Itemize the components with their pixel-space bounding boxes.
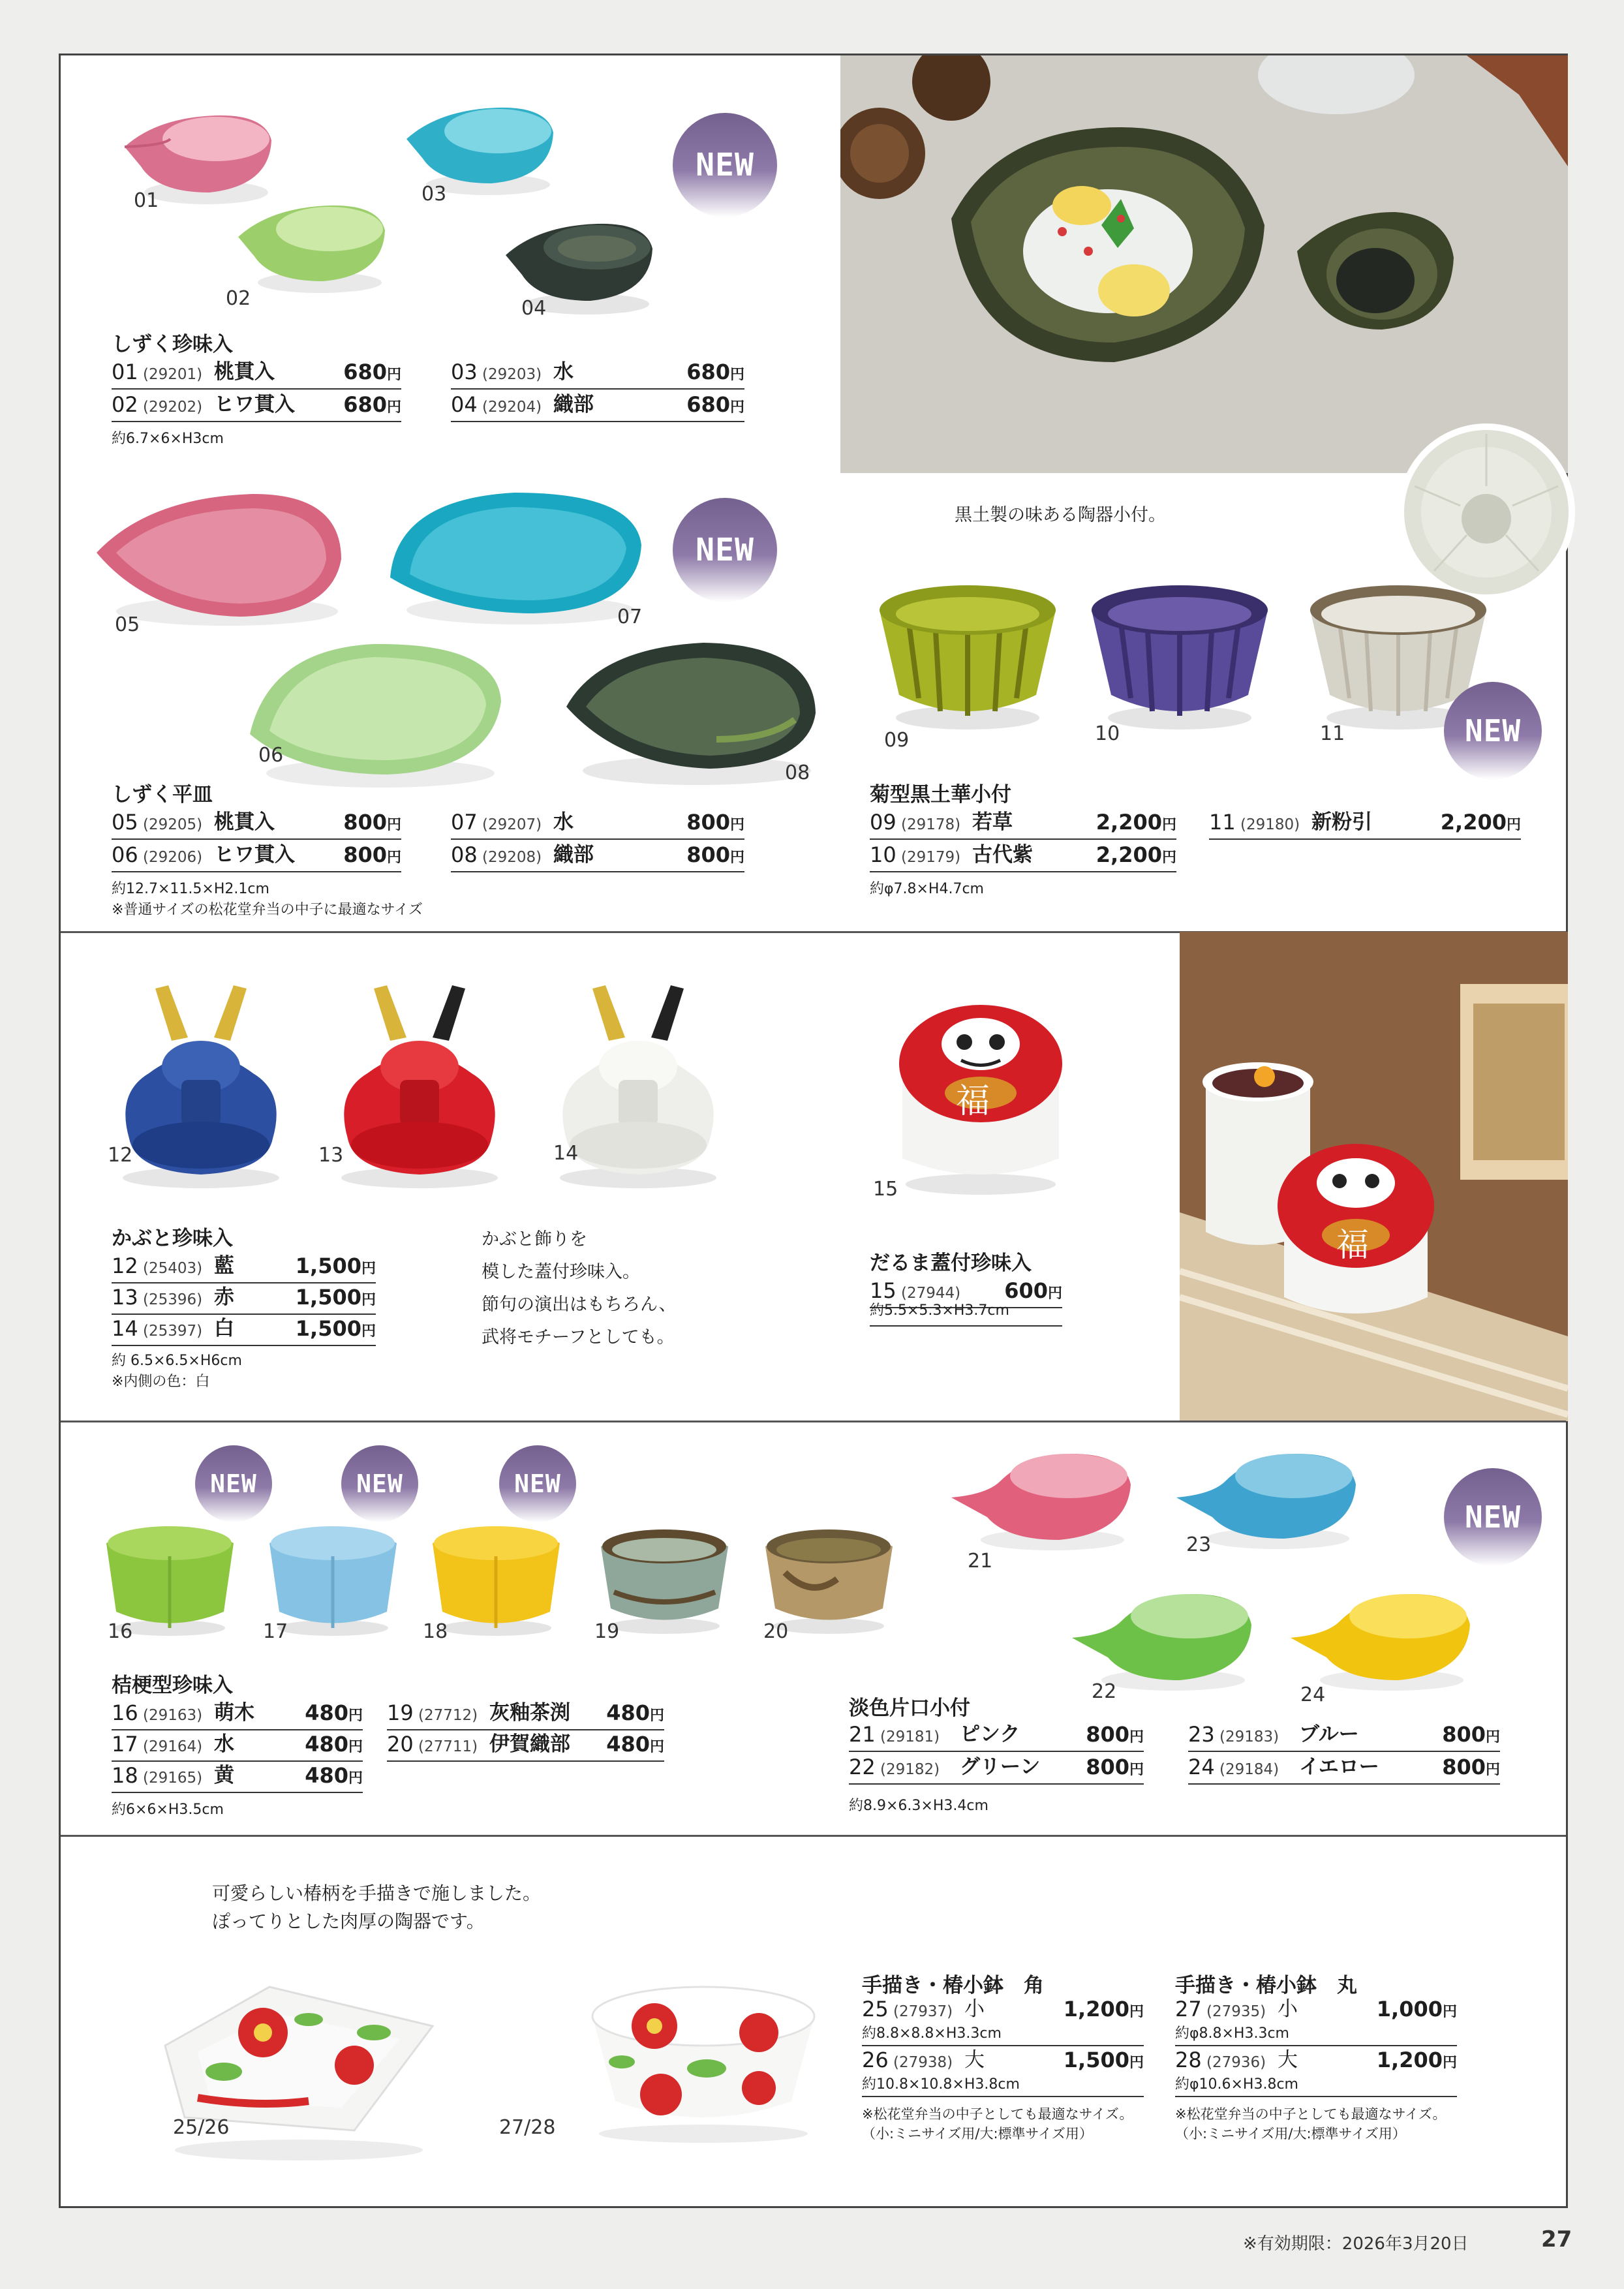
row-price: 800円 [686, 842, 744, 867]
row-code: (27944) [901, 1285, 961, 1302]
size-note-daruma: 約5.5×5.3×H3.7cm [870, 1300, 1062, 1327]
product-title-kikyo: 桔梗型珍味入 [112, 1674, 233, 1697]
row-price: 600円 [1004, 1278, 1062, 1303]
row-code: (27937) [893, 2003, 953, 2020]
item-number-03: 03 [421, 183, 447, 206]
row-price: 1,200円 [1376, 2048, 1457, 2072]
row-number: 26 [862, 2048, 889, 2072]
price-row-19 [387, 1698, 664, 1730]
desc-line: 可愛らしい椿柄を手描きで施しました。 [212, 1882, 542, 1904]
price-row-14 [112, 1313, 376, 1346]
new-badge: NEW [673, 113, 777, 217]
new-badge: NEW [499, 1445, 576, 1522]
product-title-tsubaki-kaku: 手描き・椿小鉢 角 [862, 1974, 1044, 1997]
item-number-10: 10 [1095, 722, 1120, 745]
row-code: (29182) [880, 1761, 940, 1778]
item-number-07: 07 [617, 606, 643, 628]
shizuku-plate-green [243, 630, 504, 793]
row-name: 織部 [553, 843, 594, 867]
row-number: 08 [451, 842, 478, 867]
row-name: ピンク [960, 1723, 1020, 1746]
row-price: 1,200円 [1063, 1997, 1144, 2021]
row-name: 灰釉茶渕 [489, 1701, 570, 1725]
price-row-01 [112, 357, 401, 390]
row-code: (27936) [1206, 2054, 1266, 2071]
new-badge: NEW [1444, 1468, 1542, 1566]
description-kabuto [482, 1223, 677, 1354]
item-number-01: 01 [134, 189, 159, 212]
row-size: 約φ8.8×H3.3cm [1175, 2025, 1289, 2042]
price-row-02 [112, 390, 401, 422]
row-code: (25403) [143, 1260, 203, 1277]
row-price: 480円 [606, 1732, 664, 1757]
row-number: 13 [112, 1285, 138, 1310]
item-number-24: 24 [1300, 1683, 1326, 1706]
desc-line: 武将モチーフとしても。 [482, 1327, 675, 1347]
item-number-17: 17 [263, 1620, 288, 1643]
row-price: 800円 [343, 810, 401, 835]
price-row-17 [112, 1729, 363, 1762]
price-row-28 [1175, 2046, 1457, 2097]
row-price: 480円 [305, 1732, 363, 1757]
row-price: 800円 [1442, 1755, 1500, 1779]
row-name: ヒワ貫入 [214, 843, 295, 867]
product-title-shizuku-chinmi: しずく珍味入 [112, 333, 233, 356]
size-note-kiku-kobachi: 約φ7.8×H4.7cm [870, 881, 984, 897]
row-name: 水 [214, 1732, 234, 1756]
row-price: 800円 [1086, 1755, 1144, 1779]
row-price: 480円 [606, 1700, 664, 1725]
page-number: 27 [1541, 2226, 1572, 2252]
note-line: （小:ミニサイズ用/大:標準サイズ用） [862, 2126, 1093, 2142]
description-tsubaki [212, 1879, 541, 1936]
row-name: 桃貫入 [214, 810, 275, 834]
shizuku-plate-oribe [560, 628, 821, 788]
row-number: 28 [1175, 2048, 1202, 2072]
row-number: 03 [451, 360, 478, 384]
section-divider-3 [61, 1835, 1566, 1837]
row-name: 小 [1278, 1997, 1298, 2021]
row-number: 10 [870, 842, 896, 867]
row-name: 黄 [214, 1764, 234, 1787]
row-code: (25396) [143, 1291, 203, 1308]
item-number-09: 09 [884, 729, 910, 752]
row-name: イエロー [1299, 1755, 1379, 1779]
row-number: 22 [849, 1755, 876, 1779]
note-line: （小:ミニサイズ用/大:標準サイズ用） [1175, 2126, 1406, 2142]
item-number-08: 08 [785, 761, 810, 784]
row-price: 1,000円 [1376, 1997, 1457, 2021]
note-line: ※松花堂弁当の中子としても最適なサイズ。 [862, 2106, 1133, 2122]
item-number-23: 23 [1186, 1533, 1212, 1556]
price-row-22 [849, 1752, 1144, 1785]
row-code: (29204) [482, 399, 542, 416]
row-price: 800円 [1086, 1722, 1144, 1747]
size-note-shizuku-plate [112, 879, 423, 921]
size-text: 約12.7×11.5×H2.1cm [112, 881, 269, 897]
row-code: (29163) [143, 1707, 203, 1724]
price-row-07 [451, 807, 744, 840]
note-line: ※松花堂弁当の中子としても最適なサイズ。 [1175, 2106, 1447, 2122]
photo-daruma-serving [1180, 932, 1568, 1421]
row-number: 01 [112, 360, 138, 384]
row-code: (29164) [143, 1738, 203, 1755]
row-price: 800円 [1442, 1722, 1500, 1747]
item-number-12: 12 [108, 1144, 133, 1167]
row-number: 16 [112, 1700, 138, 1725]
kiku-kobachi-kodaimurasaki [1082, 571, 1278, 734]
row-price: 2,200円 [1440, 810, 1521, 835]
row-number: 23 [1188, 1722, 1215, 1747]
row-name: 小 [964, 1997, 985, 2021]
tsubaki-kobachi-maru [583, 1971, 824, 2147]
item-number-18: 18 [423, 1620, 448, 1643]
kabuto-chinmi-aka [328, 982, 511, 1191]
row-number: 02 [112, 392, 138, 417]
desc-line: 節句の演出はもちろん、 [482, 1294, 677, 1315]
row-number: 09 [870, 810, 896, 835]
row-code: (29206) [143, 849, 203, 866]
price-row-23 [1188, 1719, 1500, 1752]
row-code: (29207) [482, 816, 542, 833]
price-row-18 [112, 1760, 363, 1793]
row-name: 水 [553, 810, 574, 834]
price-row-27 [1175, 1995, 1457, 2046]
row-price: 680円 [343, 392, 401, 417]
row-code: (29180) [1240, 816, 1300, 833]
row-code: (29165) [143, 1770, 203, 1787]
row-number: 14 [112, 1316, 138, 1341]
row-number: 19 [387, 1700, 414, 1725]
row-name: 藍 [214, 1254, 234, 1278]
price-row-26 [862, 2046, 1144, 2097]
row-code: (29181) [880, 1728, 940, 1745]
item-number-06: 06 [258, 744, 284, 767]
price-row-05 [112, 807, 401, 840]
daruma-chinmi [889, 995, 1072, 1197]
row-name: 新粉引 [1311, 810, 1372, 834]
row-name: 赤 [214, 1285, 234, 1309]
row-price: 480円 [305, 1700, 363, 1725]
item-number-16: 16 [108, 1620, 133, 1643]
price-row-03 [451, 357, 744, 390]
product-title-kiku-kobachi: 菊型黒土華小付 [870, 783, 1011, 807]
new-badge: NEW [341, 1445, 418, 1522]
new-badge: NEW [1444, 682, 1542, 780]
size-note-kabuto [112, 1351, 242, 1392]
katakuchi-pink [948, 1436, 1137, 1556]
row-price: 800円 [686, 810, 744, 835]
row-name: 若草 [972, 810, 1013, 834]
row-name: 萌木 [214, 1701, 254, 1725]
row-name: ヒワ貫入 [214, 393, 295, 416]
row-name: ブルー [1299, 1723, 1359, 1746]
row-number: 06 [112, 842, 138, 867]
row-number: 21 [849, 1722, 876, 1747]
row-size: 約8.8×8.8×H3.3cm [862, 2025, 1002, 2042]
price-row-20 [387, 1729, 664, 1762]
item-number-21: 21 [968, 1550, 993, 1573]
row-number: 24 [1188, 1755, 1215, 1779]
row-code: (27938) [893, 2054, 953, 2071]
item-number-20: 20 [763, 1620, 789, 1643]
catalog-page-frame [59, 54, 1568, 2208]
kiku-kobachi-wakakusa [870, 571, 1065, 734]
daruma-fuku-glyph: 福 [956, 1082, 990, 1121]
size-note-kikyo: 約6×6×H3.5cm [112, 1802, 224, 1818]
row-code: (29203) [482, 366, 542, 383]
kabuto-chinmi-ai [110, 982, 292, 1191]
row-price: 680円 [686, 392, 744, 417]
row-code: (29183) [1219, 1728, 1279, 1745]
row-name: 水 [553, 360, 574, 384]
row-code: (27935) [1206, 2003, 1266, 2020]
product-title-kabuto: かぶと珍味入 [112, 1227, 233, 1250]
row-number: 18 [112, 1763, 138, 1788]
row-size: 約φ10.6×H3.8cm [1175, 2076, 1298, 2093]
row-number: 25 [862, 1997, 889, 2021]
row-price: 480円 [305, 1763, 363, 1788]
row-price: 1,500円 [1063, 2048, 1144, 2072]
price-row-21 [849, 1719, 1144, 1752]
row-name: 桃貫入 [214, 360, 275, 384]
desc-line: 模した蓋付珍味入。 [482, 1261, 640, 1282]
price-row-13 [112, 1282, 376, 1315]
item-number-14: 14 [553, 1142, 579, 1165]
price-row-25 [862, 1995, 1144, 2046]
price-row-06 [112, 840, 401, 872]
product-title-tsubaki-maru: 手描き・椿小鉢 丸 [1175, 1974, 1357, 1997]
item-number-22: 22 [1092, 1680, 1117, 1703]
photo-daruma-fuku-glyph: 福 [1336, 1226, 1369, 1264]
new-badge: NEW [195, 1445, 272, 1522]
row-number: 27 [1175, 1997, 1202, 2021]
katakuchi-green [1069, 1576, 1258, 1697]
desc-line: ぽってりとした肉厚の陶器です。 [212, 1911, 485, 1933]
size-note-katakuchi: 約8.9×6.3×H3.4cm [849, 1798, 988, 1814]
item-number-13: 13 [318, 1144, 344, 1167]
row-code: (29202) [143, 399, 203, 416]
row-price: 680円 [343, 360, 401, 384]
price-row-08 [451, 840, 744, 872]
product-title-katakuchi: 淡色片口小付 [849, 1697, 970, 1720]
shizuku-chinmi-green [232, 191, 395, 299]
price-row-11 [1209, 807, 1521, 840]
product-title-shizuku-plate: しずく平皿 [112, 783, 213, 807]
shizuku-plate-blue [384, 480, 648, 630]
item-number-15: 15 [873, 1178, 898, 1201]
row-price: 1,500円 [295, 1253, 376, 1278]
row-number: 11 [1209, 810, 1236, 835]
row-code: (29179) [901, 849, 961, 866]
validity-note: ※有効期限：2026年3月20日 [1243, 2234, 1469, 2254]
row-price: 680円 [686, 360, 744, 384]
item-number-05: 05 [115, 613, 140, 636]
price-row-09 [870, 807, 1176, 840]
row-number: 07 [451, 810, 478, 835]
section-divider-2 [61, 1421, 1566, 1422]
price-row-04 [451, 390, 744, 422]
katakuchi-yellow [1287, 1576, 1477, 1697]
item-number-19: 19 [594, 1620, 620, 1643]
row-name: 大 [1278, 2048, 1298, 2072]
product-title-daruma: だるま蓋付珍味入 [870, 1252, 1032, 1275]
row-name: 伊賀織部 [489, 1732, 570, 1756]
item-number-27-28: 27/28 [499, 2116, 556, 2139]
item-number-04: 04 [521, 297, 547, 320]
usage-note-tsubaki-maru [1175, 2104, 1447, 2144]
price-row-10 [870, 840, 1176, 872]
size-text: 約 6.5×6.5×H6cm [112, 1353, 242, 1369]
row-number: 04 [451, 392, 478, 417]
row-name: 大 [964, 2048, 985, 2072]
photo-sashimi-serving [840, 55, 1568, 473]
item-number-25-26: 25/26 [173, 2116, 230, 2139]
row-number: 05 [112, 810, 138, 835]
usage-note: ※普通サイズの松花堂弁当の中子に最適なサイズ [112, 901, 423, 918]
row-size: 約10.8×10.8×H3.8cm [862, 2076, 1020, 2093]
inner-color-note: ※内側の色：白 [112, 1373, 210, 1390]
row-name: 白 [214, 1317, 234, 1340]
row-code: (25397) [143, 1323, 203, 1340]
desc-line: かぶと飾りを [482, 1229, 587, 1250]
usage-note-tsubaki-kaku [862, 2104, 1133, 2144]
row-price: 800円 [343, 842, 401, 867]
price-row-16 [112, 1698, 363, 1730]
new-badge: NEW [673, 498, 777, 602]
price-row-24 [1188, 1752, 1500, 1785]
row-price: 1,500円 [295, 1285, 376, 1310]
row-number: 20 [387, 1732, 414, 1757]
row-name: グリーン [960, 1755, 1041, 1779]
row-number: 12 [112, 1253, 138, 1278]
price-row-12 [112, 1251, 376, 1283]
row-number: 17 [112, 1732, 138, 1757]
row-code: (29184) [1219, 1761, 1279, 1778]
row-price: 2,200円 [1095, 810, 1176, 835]
item-number-02: 02 [226, 287, 251, 310]
row-number: 15 [870, 1278, 896, 1303]
row-name: 古代紫 [972, 843, 1033, 867]
row-code: (29205) [143, 816, 203, 833]
kikyo-chinmi-kaiyu [594, 1520, 735, 1635]
row-code: (29178) [901, 816, 961, 833]
shizuku-plate-pink [90, 481, 345, 631]
kikyo-chinmi-igaoribe [759, 1520, 899, 1635]
row-code: (29201) [143, 366, 203, 383]
row-code: (27711) [418, 1738, 478, 1755]
row-price: 2,200円 [1095, 842, 1176, 867]
row-name: 織部 [553, 393, 594, 416]
caption-kiku-kobachi: 黒土製の味ある陶器小付。 [955, 505, 1166, 525]
row-code: (29208) [482, 849, 542, 866]
row-price: 1,500円 [295, 1316, 376, 1341]
row-code: (27712) [418, 1707, 478, 1724]
size-note-shizuku-chinmi: 約6.7×6×H3cm [112, 431, 224, 447]
item-number-11: 11 [1320, 722, 1345, 745]
